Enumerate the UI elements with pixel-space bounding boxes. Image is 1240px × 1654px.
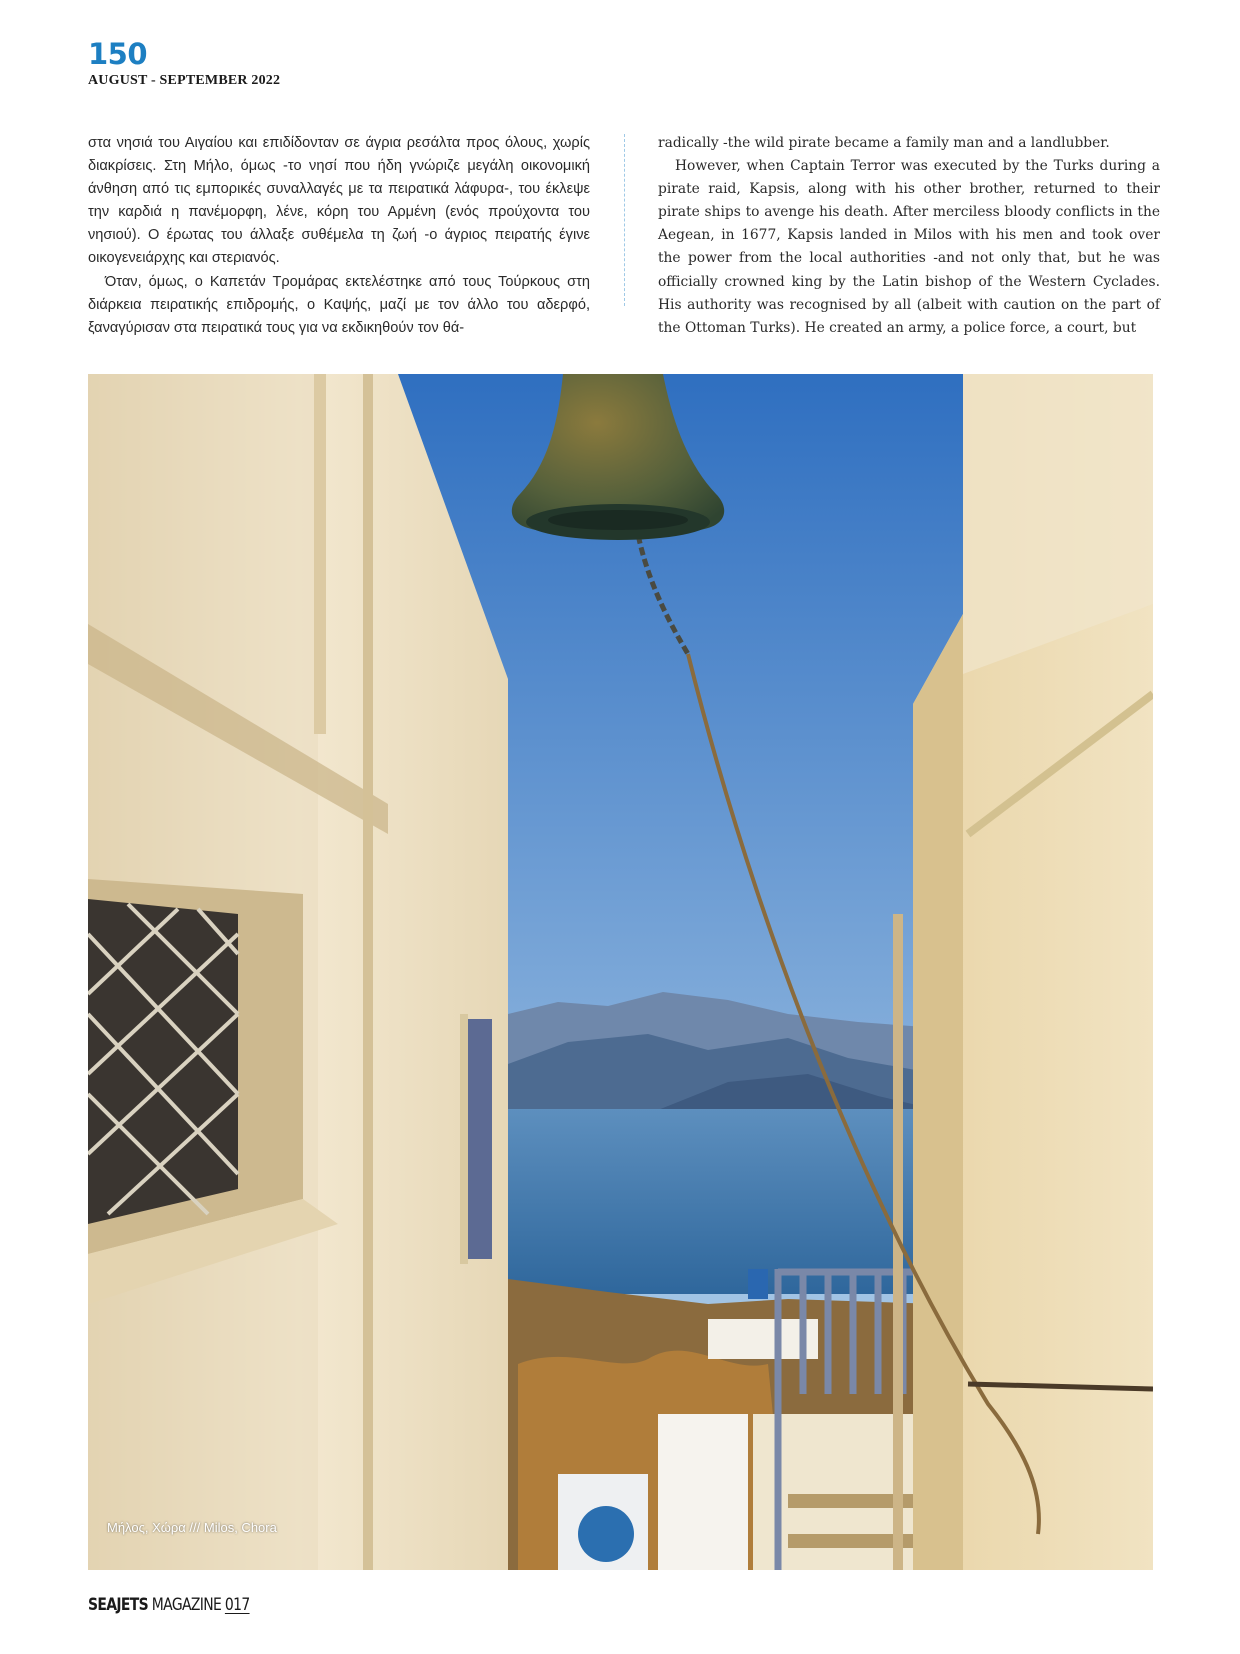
issue-date: AUGUST - SEPTEMBER 2022	[88, 73, 281, 88]
magazine-footer	[88, 1595, 250, 1615]
column-divider	[624, 134, 625, 306]
greek-paragraph: στα νησιά του Αιγαίου και επιδίδονταν σε άγρια ρεσάλτα προς όλους, χωρίς διακρίσεις. Στη Μήλο, όμως -το νησί που ήδη γνώριζε μεγάλη οικονομική άνθηση από τις εμπορικές συναλλαγές με τα πειρατικά λάφυρα-, του έκλεψε την καρδιά η πανέμορφη, λένε, κόρη του Αρμένη (ενός προύχοντα του νησιού). Ο έρωτας του άλλαξε συθέμελα τη ζωή -ο άγριος πειρατής έγινε οικογενειάρχης και στεριανός.	[88, 135, 590, 267]
greek-text-column	[88, 132, 590, 340]
english-text-column	[658, 132, 1160, 340]
footer-brand: SEAJETS	[88, 1595, 149, 1615]
photo-caption: Μήλος, Χώρα /// Milos, Chora	[107, 1520, 277, 1535]
footer-magazine: MAGAZINE	[151, 1595, 222, 1615]
greek-paragraph: Όταν, όμως, ο Καπετάν Τρομάρας εκτελέστηκε από τους Τούρκους στη διάρκεια πειρατικής επιδρομής, ο Καψής, μαζί με τον άλλο του αδερφό, ξαναγύρισαν στα πειρατικά τους για να εκδικηθούν τον θά-	[88, 273, 590, 336]
photo-illustration	[88, 374, 1153, 1570]
english-paragraph: However, when Captain Terror was executed by the Turks during a pirate raid, Kapsis, along with his other brother, returned to their pirate ships to avenge his death. After merciless bloody conflicts in the Aegean, in 1677, Kapsis landed in Milos with his men and took over the power from the local authorities -and not only that, but he was officially crowned king by the Latin bishop of the Western Cyclades. His authority was recognised by all (albeit with caution on the part of the Ottoman Turks). He created an army, a police force, a court, but	[658, 158, 1160, 336]
milos-chora-photo	[88, 374, 1153, 1570]
footer-page-number: 017	[224, 1595, 250, 1615]
english-paragraph: radically -the wild pirate became a family man and a landlubber.	[658, 135, 1110, 151]
issue-number: 150	[88, 37, 148, 71]
